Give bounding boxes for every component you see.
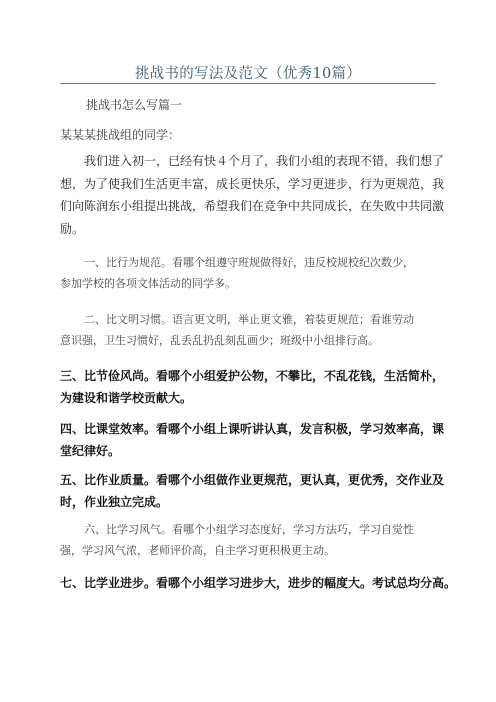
item-line: 七、比学业进步。看哪个小组学习进步大，进步的幅度大。考试总均分高。 [60, 576, 457, 590]
item-line: 堂纪律好。 [60, 444, 121, 458]
item-4-paragraph [60, 418, 444, 462]
intro-line: 想，为了使我们生活更丰富，成长更快乐，学习更进步，行为更规范，我 [60, 176, 445, 191]
item-line: 三、比节俭风尚。看哪个小组爱护公物，不攀比，不乱花钱，生活简朴， [60, 369, 445, 383]
intro-line: 励。 [60, 221, 85, 236]
item-7-paragraph [60, 572, 456, 594]
document-title: 挑战书的写法及范文（优秀10篇） [134, 66, 362, 82]
title-divider [60, 83, 436, 84]
item-5-paragraph [60, 469, 444, 513]
item-3-paragraph [60, 365, 444, 409]
intro-line: 们向陈润东小组提出挑战，希望我们在竞争中共同成长，在失败中共同激 [60, 199, 445, 213]
item-line: 六、比学习风气。看哪个小组学习态度好，学习方法巧，学习自觉性 [84, 523, 414, 536]
item-2-paragraph [60, 309, 414, 351]
item-line: 强，学习风气浓，老师评价高，自主学习更积极更主动。 [60, 544, 335, 557]
item-6-paragraph [60, 519, 414, 561]
item-line: 五、比作业质量。看哪个小组做作业更规范，更认真，更优秀，交作业及 [60, 473, 445, 487]
item-line: 一、比行为规范。看哪个组遵守班规做得好，违反校规校纪次数少， [84, 256, 414, 269]
item-line: 参加学校的各项文体活动的同学多。 [60, 277, 236, 290]
item-line: 时，作业独立完成。 [60, 495, 169, 509]
item-line: 二、比文明习惯。语言更文明，举止更文雅，着装更规范；看谁劳动 [84, 313, 414, 326]
intro-line: 我们进入初一，已经有快４个月了，我们小组的表现不错，我们想了 [84, 154, 445, 168]
section-heading: 挑战书怎么写篇一 [86, 98, 183, 112]
item-1-paragraph [60, 252, 414, 294]
salutation: 某某某挑战组的同学： [60, 128, 181, 142]
item-line: 意识强，卫生习惯好，乱丢乱扔乱刻乱画少；班级中小组排行高。 [60, 334, 379, 347]
item-line: 四、比课堂效率。看哪个小组上课听讲认真，发言积极，学习效率高，课 [60, 422, 445, 436]
item-line: 为建设和谐学校贡献大。 [60, 391, 193, 405]
intro-paragraph [60, 150, 444, 240]
